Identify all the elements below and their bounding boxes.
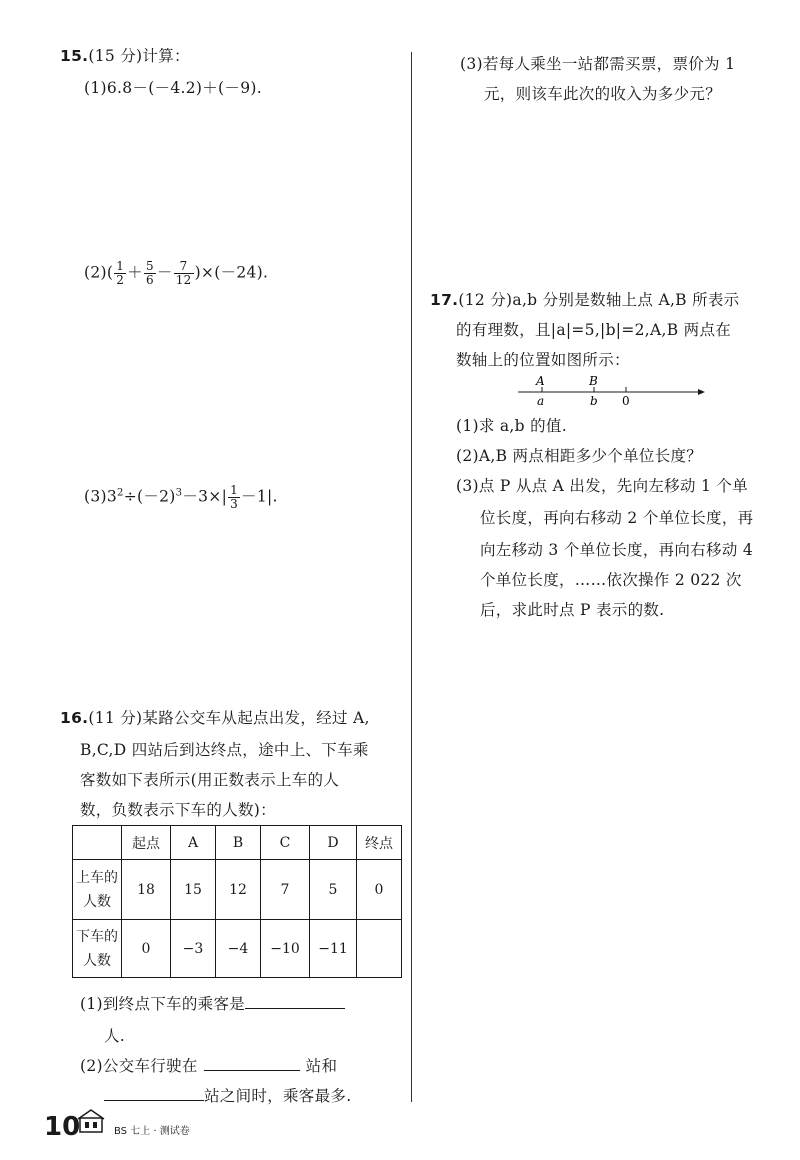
minus-sign: － (156, 263, 173, 282)
q17-line1: 17.(12 分)a,b 分别是数轴上点 A,B 所表示 (430, 291, 740, 309)
q17-part1: (1)求 a,b 的值. (456, 417, 567, 435)
bus-passenger-table (72, 825, 402, 978)
table-row: 下车的 人数 0 −3 −4 −10 −11 (73, 920, 402, 978)
q15-part2-suffix: )×(－24). (194, 263, 269, 282)
q16-line3: 客数如下表所示(用正数表示上车的人 (80, 771, 340, 789)
header-b: B (216, 826, 261, 860)
header-c: C (261, 826, 310, 860)
table-row: 上车的 人数 18 15 12 7 5 0 (73, 860, 402, 920)
q15-part2-prefix: (2)( (84, 263, 114, 282)
header-end: 终点 (357, 826, 402, 860)
column-divider (411, 52, 412, 1102)
label-zero: 0 (622, 394, 630, 408)
q16-answer2: (2)公交车行驶在 站和 (80, 1057, 338, 1075)
q17-line2: 的有理数，且|a|=5,|b|=2,A,B 两点在 (456, 321, 732, 339)
page-number: 10 (44, 1112, 81, 1142)
q15-header (60, 44, 190, 66)
header-a: A (171, 826, 216, 860)
q16-line2: B,C,D 四站后到达终点，途中上、下车乘 (80, 741, 369, 759)
q17-part3-line4: 个单位长度，……依次操作 2 022 次 (480, 571, 742, 589)
header-d: D (310, 826, 357, 860)
q16-number: 16. (60, 709, 89, 727)
q17-part3-line5: 后，求此时点 P 表示的数. (480, 601, 665, 619)
row-label-boarding: 上车的 人数 (73, 860, 122, 920)
q17-number: 17. (430, 291, 459, 309)
q15-intro: (15 分)计算： (88, 47, 190, 65)
q15-part1: (1)6.8－(－4.2)＋(－9). (84, 79, 262, 97)
q16-line1: 16.(11 分)某路公交车从起点出发，经过 A, (60, 709, 370, 727)
table-header-row (73, 826, 402, 860)
q17-part2: (2)A,B 两点相距多少个单位长度？ (456, 447, 703, 465)
answer-blank[interactable] (245, 1008, 345, 1009)
label-b: b (590, 394, 598, 408)
plus-sign: ＋ (127, 263, 143, 282)
q16-part3-line1: (3)若每人乘坐一站都需买票，票价为 1 (460, 55, 736, 73)
fraction-1-2: $\frac{1}{2}$ (116, 259, 125, 287)
label-a: a (537, 394, 545, 408)
q16-answer2-cont: 站之间时，乘客最多. (104, 1084, 351, 1106)
q17-part3-line1: (3)点 P 从点 A 出发，先向左移动 1 个单 (456, 477, 749, 495)
publisher-logo-icon (76, 1108, 106, 1134)
q16-line4: 数，负数表示下车的人数)： (80, 801, 276, 819)
footer-label: BS 七上 · 测试卷 (114, 1126, 190, 1137)
fraction-5-6: $\frac{5}{6}$ (145, 259, 154, 287)
q17-line3: 数轴上的位置如图所示： (456, 351, 630, 369)
q15-part3: $(3)3^2\div(-2)^3-3\times|$ $\frac{1}{3}$ －1|. (84, 483, 278, 511)
q16-answer1: (1)到终点下车的乘客是 (80, 992, 345, 1014)
q16-answer1-unit: 人. (104, 1027, 126, 1045)
fraction-1-3: $\frac{1}{3}$ (230, 483, 239, 511)
label-B: B (589, 374, 598, 388)
number-line-diagram (510, 372, 710, 412)
axis-arrow-icon (698, 389, 705, 395)
fraction-7-12: $\frac{7}{12}$ (175, 259, 192, 287)
answer-blank[interactable] (204, 1070, 300, 1071)
q17-part3-line3: 向左移动 3 个单位长度，再向右移动 4 (480, 541, 754, 559)
header-start: 起点 (122, 826, 171, 860)
q15-number: 15. (60, 47, 89, 65)
q16-part3-line2: 元，则该车此次的收入为多少元？ (484, 85, 722, 103)
answer-blank[interactable] (104, 1100, 204, 1101)
label-A: A (536, 374, 545, 388)
q15-part2 (84, 260, 268, 287)
row-label-alighting: 下车的 人数 (73, 920, 122, 978)
q17-part3-line2: 位长度，再向右移动 2 个单位长度，再 (480, 509, 754, 527)
